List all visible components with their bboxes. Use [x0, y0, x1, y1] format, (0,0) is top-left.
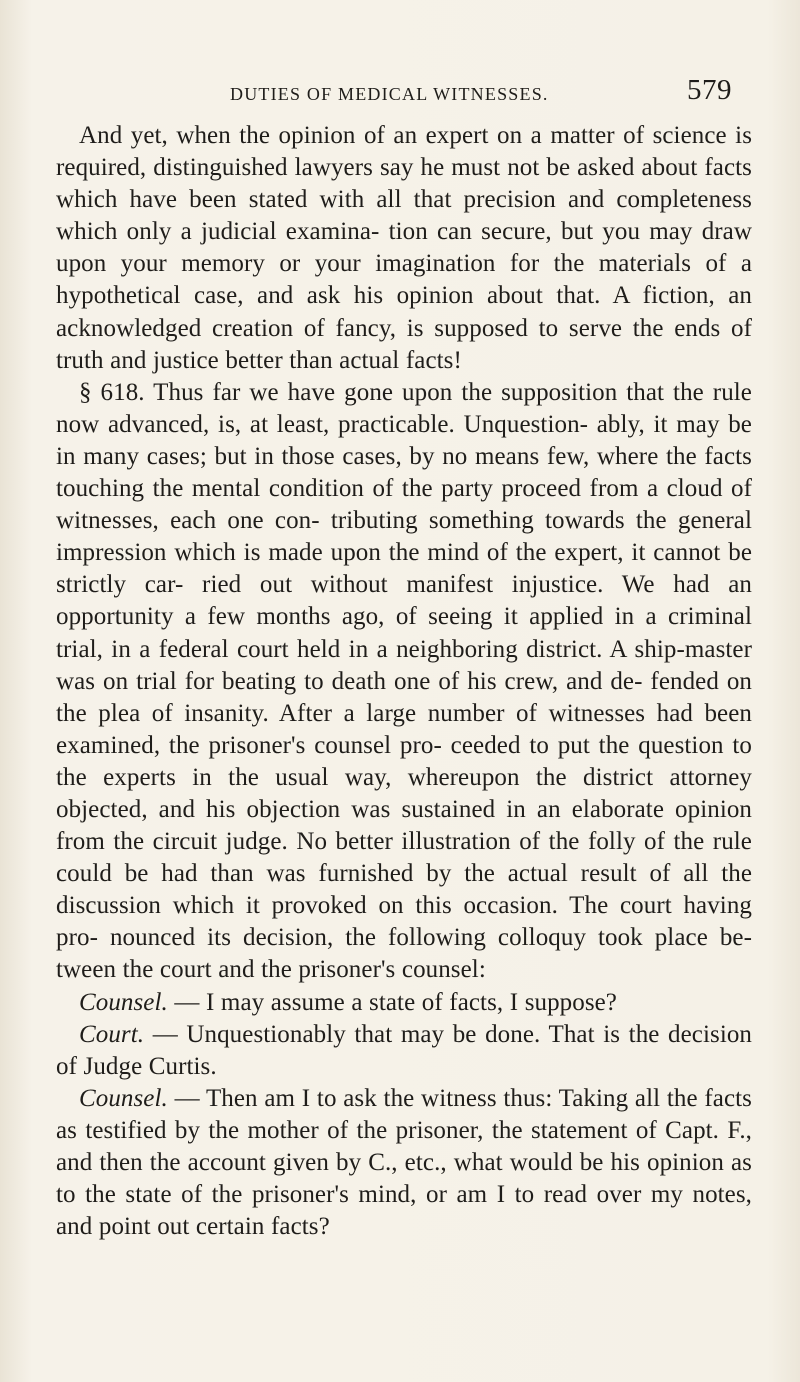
paragraph-expert-opinion: And yet, when the opinion of an expert on a matter of science is required, distinguished lawyers say he must not be asked about facts which have been stated with all that precision and completeness which only a judicial examina- tion can secure, but you may draw upon your memory or your imagination for the materials of a hypothetical case, and ask his opinion about that. A fiction, an acknowledged creation of fancy, is supposed to serve the ends of truth and justice better than actual facts!: [56, 122, 752, 374]
speaker-court: Court.: [79, 1020, 145, 1048]
dialogue-counsel-1: [56, 987, 752, 1019]
body-text: [56, 120, 752, 1243]
dialogue-dash: —: [167, 988, 206, 1016]
dialogue-dash: —: [144, 1020, 187, 1048]
paragraph-section-618: § 618. Thus far we have gone upon the supposition that the rule now advanced, is, at least, practicable. Unquestion- ably, it may be in many cases; but in those cases, by no means few, where the facts touching the mental condition of the party proceed from a cloud of witnesses, each one con- tributing something towards the general impression which is made upon the mind of the expert, it cannot be strictly car- ried out without manifest injustice. We had an opportunity a few months ago, of seeing it applied in a criminal trial, in a federal court held in a neighboring district. A ship-master was on trial for beating to death one of his crew, and de- fended on the plea of insanity. After a large number of witnesses had been examined, the prisoner's counsel pro- ceeded to put the question to the experts in the usual way, whereupon the district attorney objected, and his objection was sustained in an elaborate opinion from the circuit judge. No better illustration of the folly of the rule could be had than was furnished by the actual result of all the discussion which it provoked on this occasion. The court having pro- nounced its decision, the following colloquy took place be- tween the court and the prisoner's counsel:: [56, 378, 752, 984]
page-header: [230, 76, 732, 112]
dialogue-text: I may assume a state of facts, I suppose?: [205, 988, 617, 1016]
dialogue-court: [56, 1019, 752, 1083]
page-number: 579: [687, 74, 732, 106]
dialogue-text: Unquestionably that may be done. That is the decision of Judge Curtis.: [56, 1020, 753, 1080]
dialogue-counsel-2: [56, 1083, 752, 1243]
speaker-counsel: Counsel.: [79, 1084, 168, 1112]
dialogue-dash: —: [167, 1084, 206, 1112]
speaker-counsel: Counsel.: [79, 988, 168, 1016]
dialogue-text: Then am I to ask the witness thus: Taking all the facts as testified by the mother of the prisoner, the statement of Capt. F., and then the account given by C., etc., what would be his opinion as to the state of the prisoner's mind, or am I to read over my notes, and point out certain facts?: [56, 1084, 752, 1241]
running-head: DUTIES OF MEDICAL WITNESSES.: [230, 84, 549, 104]
